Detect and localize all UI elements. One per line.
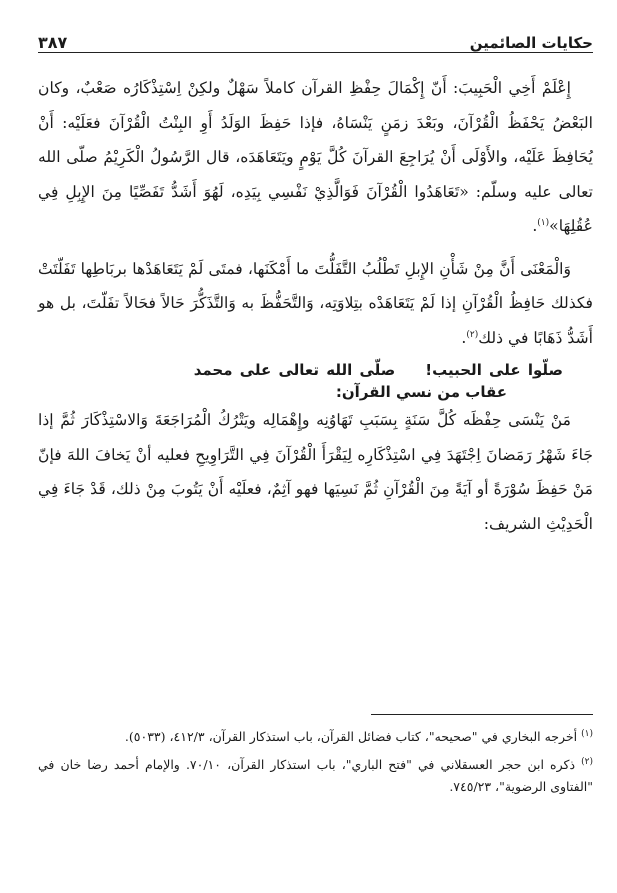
paragraph-1 (38, 71, 593, 244)
footnote-2-text: ذكره ابن حجر العسقلاني في "فتح الباري"، باب استذكار القرآن، ٧٠/١٠. والإمام أحمد رضا خان في "الفتاوى الرضوية"، ٧٤٥/٢٣. (38, 757, 593, 794)
paragraph-2-end: . (461, 328, 467, 347)
paragraph-2-text: وَالْمَعْنَى أَنَّ مِنْ شَأْنِ الإِبلِ تَطْلُبُ التَّفَلُّتَ ما أَمْكَنَها، فمتَى لَمْ يَتَعَاهَدْها بربَاطِها تَفَلّتَتْ فكذلك حَافِظُ الْقُرْآنِ إذا لَمْ يَتَعَاهَدْه بتِلاوَتِه، وَالتَّحَفُّظَ به وَالتَّذَكُّرَ حَالاً فحَالاً تفَلّتَ، بل هو أَشَدُّ ذَهَابًا في ذلك (38, 259, 593, 347)
footnote-1-marker: (١) (581, 728, 593, 739)
paragraph-2 (38, 252, 593, 356)
main-text (38, 71, 593, 541)
salawat-call: صلّوا على الحبيب! (425, 361, 563, 379)
footnotes (38, 726, 593, 804)
running-title: حكايات الصائمين (469, 34, 593, 52)
footnote-2 (38, 754, 593, 798)
page-number: ٣٨٧ (38, 33, 68, 52)
footnote-1-text: أخرجه البخاري في "صحيحه"، كتاب فضائل القرآن، باب استذكار القرآن، ٤١٢/٣، (٥٠٣٣). (124, 729, 578, 744)
footnote-2-marker: (٢) (581, 756, 593, 767)
salawat-response: صلّى الله تعالى على محمد (193, 361, 396, 379)
paragraph-1-end: . (532, 217, 538, 235)
salawat-line (38, 359, 593, 381)
footnote-1 (38, 726, 593, 748)
book-page (38, 20, 593, 794)
footnote-ref-2[interactable]: (٢) (466, 329, 479, 340)
footnote-divider (371, 714, 593, 715)
paragraph-3: مَنْ يَنْسَى حِفْظَه كُلَّ سَنَةٍ بِسَبَبِ تَهَاوُنِه وإِهْمَالِه ويَتْرُكُ الْمُرَاجَعَةَ وَالاسْتِذْكَارَ ثُمَّ إذا جَاءَ شَهْرُ رَمَضانَ اِجْتَهَدَ فِي اسْتِذْكَارِه لِيَقْرَأَ الْقُرْآنَ فِي التَّرَاوِيحِ فعليه أنْ يَخافَ اللهَ فإنّ مَنْ حَفِظَ سُوْرَةً أو آيَةً مِنَ الْقُرْآنِ ثُمَّ نَسِيَها فهو آثِمٌ، فعلَيْه أَنْ يَتُوبَ مِنْ ذلك، قَدْ جَاءَ فِي الْحَدِيْثِ الشريف: (38, 411, 593, 533)
section-heading: عقاب من نسي القرآن: (335, 383, 507, 401)
paragraph-1-text: إِعْلَمْ أَخِي الْحَبِيبَ: أَنّ إِكْمَالَ حِفْظِ القرآن كاملاً سَهْلٌ ولكِنْ اِسْتِذْكَارُه صَعْبٌ، وكان البَعْضُ يَحْفَظُ الْقُرْآنَ، وبَعْدَ زمَنٍ يَنْسَاهُ، فإذا حَفِظَ الوَلَدُ أَوِ البِنْتُ الْقُرْآنَ فعَلَيْه: أَنْ يُحَافِظَ عَلَيْه، والأَوْلَى أَنْ يُرَاجِعَ القرآنَ كُلَّ يَوْمٍ ويَتَعَاهَدَه، قال الرَّسُولُ الْكَرِيْمُ صلّى الله تعالى عليه وسلّم: «تَعَاهَدُوا الْقُرْآنَ فَوَالَّذِيْ نَفْسِي بِيَدِه، لَهُوَ أَشَدُّ تَفَصِّيًا مِنَ الإِبِلِ فِي عُقُلِهَا» (38, 79, 593, 235)
footnote-ref-1[interactable]: (١) (537, 217, 550, 228)
running-header (38, 20, 593, 53)
